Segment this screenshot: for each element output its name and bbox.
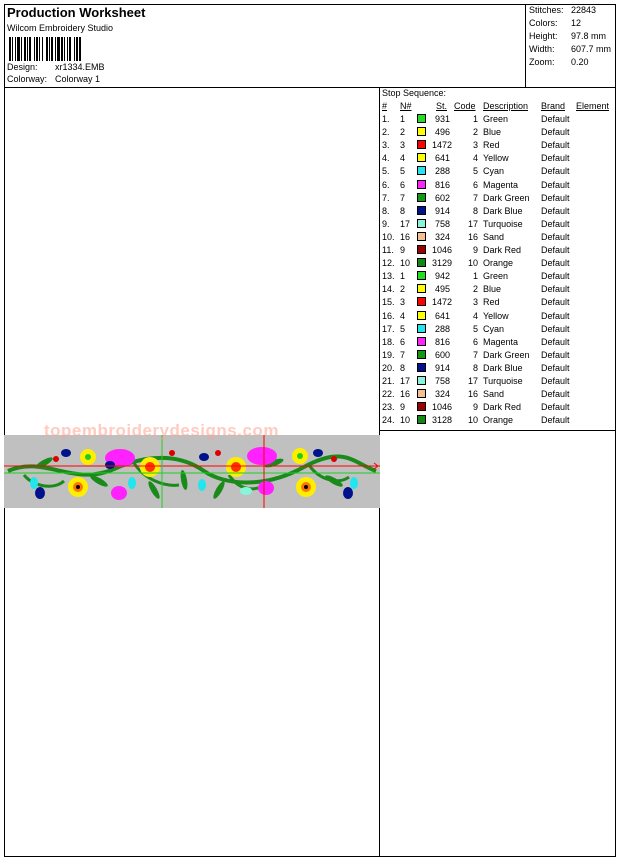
row-needle: 3	[400, 140, 406, 151]
row-needle: 16	[400, 389, 411, 400]
row-brand: Default	[541, 153, 570, 164]
row-stitches: 3128	[432, 415, 453, 426]
color-swatch	[417, 311, 426, 320]
row-index: 4.	[382, 153, 390, 164]
row-description: Orange	[483, 258, 514, 269]
design-value: xr1334.EMB	[55, 62, 105, 72]
row-stitches: 758	[434, 218, 450, 229]
row-description: Dark Blue	[483, 362, 523, 373]
row-stitches: 288	[434, 323, 450, 334]
page-title: Production Worksheet	[7, 5, 146, 20]
col-code: Code	[454, 101, 476, 111]
row-needle: 6	[400, 179, 406, 190]
table-row	[380, 389, 616, 402]
row-code: 9	[472, 245, 478, 255]
row-stitches: 641	[434, 153, 450, 164]
table-row	[380, 337, 616, 350]
row-code: 16	[467, 231, 478, 242]
table-row	[380, 258, 616, 271]
row-description: Magenta	[483, 336, 519, 347]
row-needle: 17	[400, 218, 411, 229]
table-row	[380, 140, 616, 153]
row-code: 17	[467, 218, 478, 229]
row-description: Blue	[483, 284, 502, 295]
table-row	[380, 166, 616, 179]
row-brand: Default	[541, 402, 570, 413]
table-row	[380, 114, 616, 127]
row-needle: 7	[400, 349, 406, 360]
row-index: 1.	[382, 114, 390, 124]
design-row	[7, 62, 105, 72]
row-needle: 4	[400, 153, 406, 164]
row-brand: Default	[541, 349, 570, 360]
stop-sequence-panel	[380, 88, 616, 431]
row-code: 3	[472, 297, 478, 308]
row-needle: 4	[400, 310, 406, 321]
row-description: Turquoise	[483, 376, 523, 386]
row-index: 2.	[382, 127, 390, 138]
row-brand: Default	[541, 284, 570, 295]
row-needle: 8	[400, 362, 406, 373]
row-code: 7	[472, 349, 478, 360]
table-row	[380, 271, 616, 284]
row-brand: Default	[541, 114, 570, 124]
row-code: 7	[472, 192, 478, 203]
row-description: Dark Green	[483, 192, 530, 203]
row-index: 15.	[382, 297, 395, 308]
col-element: Element	[576, 101, 610, 111]
color-swatch	[417, 363, 426, 372]
row-description: Turquoise	[483, 218, 523, 229]
row-brand: Default	[541, 245, 570, 255]
row-needle: 10	[400, 258, 411, 269]
row-code: 2	[472, 127, 478, 138]
table-row	[380, 363, 616, 376]
row-code: 6	[472, 336, 478, 347]
color-swatch	[417, 297, 426, 306]
design-label: Design:	[7, 62, 38, 72]
row-index: 6.	[382, 179, 390, 190]
row-index: 10.	[382, 231, 395, 242]
row-brand: Default	[541, 218, 570, 229]
row-description: Magenta	[483, 179, 519, 190]
row-brand: Default	[541, 415, 570, 426]
col-stitches: St.	[436, 101, 448, 111]
color-swatch	[417, 337, 426, 346]
row-description: Orange	[483, 415, 514, 426]
color-swatch	[417, 180, 426, 189]
color-swatch	[417, 153, 426, 162]
row-code: 17	[467, 376, 478, 386]
color-swatch	[417, 284, 426, 293]
row-index: 19.	[382, 349, 395, 360]
row-code: 10	[467, 415, 478, 426]
row-needle: 1	[400, 114, 406, 124]
row-needle: 6	[400, 336, 406, 347]
row-brand: Default	[541, 297, 570, 308]
row-index: 7.	[382, 192, 390, 203]
row-code: 1	[472, 271, 478, 282]
row-index: 8.	[382, 205, 390, 216]
table-row	[380, 311, 616, 324]
row-stitches: 816	[434, 336, 450, 347]
color-swatch	[417, 114, 426, 123]
row-brand: Default	[541, 140, 570, 151]
stat-stitches: Stitches: 22843	[529, 5, 597, 15]
row-brand: Default	[541, 192, 570, 203]
stat-height: Height: 97.8 mm	[529, 31, 607, 41]
stat-width: Width: 607.7 mm	[529, 44, 612, 54]
colorway-row	[7, 74, 100, 84]
row-description: Red	[483, 297, 500, 308]
table-row	[380, 153, 616, 166]
row-code: 4	[472, 310, 478, 321]
row-index: 23.	[382, 402, 395, 413]
table-row	[380, 180, 616, 193]
embroidery-design	[4, 435, 380, 508]
row-stitches: 324	[434, 389, 450, 400]
color-swatch	[417, 232, 426, 241]
stat-zoom: Zoom: 0.20	[529, 57, 589, 67]
row-index: 5.	[382, 166, 390, 177]
color-swatch	[417, 402, 426, 411]
row-code: 1	[472, 114, 478, 124]
header-info	[4, 4, 526, 87]
row-code: 3	[472, 140, 478, 151]
row-needle: 9	[400, 245, 406, 255]
barcode	[9, 37, 107, 61]
row-code: 4	[472, 153, 478, 164]
row-code: 8	[472, 362, 478, 373]
row-stitches: 1472	[432, 297, 453, 308]
color-swatch	[417, 324, 426, 333]
row-description: Blue	[483, 127, 502, 138]
row-brand: Default	[541, 205, 570, 216]
row-code: 5	[472, 323, 478, 334]
row-index: 16.	[382, 310, 395, 321]
design-preview	[4, 435, 380, 508]
colorway-label: Colorway:	[7, 74, 48, 84]
row-code: 2	[472, 284, 478, 295]
stop-sequence-title: Stop Sequence:	[382, 88, 447, 98]
table-row	[380, 402, 616, 415]
row-stitches: 641	[434, 310, 450, 321]
row-needle: 8	[400, 205, 406, 216]
row-description: Cyan	[483, 323, 505, 334]
row-needle: 5	[400, 166, 406, 177]
row-needle: 5	[400, 323, 406, 334]
table-row	[380, 415, 616, 428]
table-row	[380, 127, 616, 140]
row-index: 17.	[382, 323, 395, 334]
row-brand: Default	[541, 376, 570, 386]
row-needle: 9	[400, 402, 406, 413]
row-description: Cyan	[483, 166, 505, 177]
watermark: topembroiderydesigns.com	[44, 421, 279, 440]
row-stitches: 816	[434, 179, 450, 190]
row-stitches: 600	[434, 349, 450, 360]
row-code: 8	[472, 205, 478, 216]
row-stitches: 324	[434, 231, 450, 242]
row-code: 10	[467, 258, 478, 269]
row-description: Dark Green	[483, 349, 530, 360]
worksheet-header	[4, 4, 616, 88]
color-swatch	[417, 415, 426, 424]
table-row	[380, 219, 616, 232]
row-brand: Default	[541, 389, 570, 400]
row-stitches: 288	[434, 166, 450, 177]
row-code: 5	[472, 166, 478, 177]
col-brand: Brand	[541, 101, 566, 111]
color-swatch	[417, 193, 426, 202]
row-needle: 7	[400, 192, 406, 203]
row-stitches: 942	[434, 271, 450, 282]
row-index: 24.	[382, 415, 395, 426]
row-index: 3.	[382, 140, 390, 151]
color-swatch	[417, 140, 426, 149]
row-index: 21.	[382, 376, 395, 386]
software-name: Wilcom Embroidery Studio	[7, 23, 114, 33]
table-row	[380, 376, 616, 389]
row-stitches: 914	[434, 362, 450, 373]
row-brand: Default	[541, 258, 570, 269]
table-row	[380, 193, 616, 206]
color-swatch	[417, 245, 426, 254]
row-description: Dark Blue	[483, 205, 523, 216]
row-description: Dark Red	[483, 245, 522, 255]
row-index: 22.	[382, 389, 395, 400]
row-brand: Default	[541, 310, 570, 321]
row-needle: 2	[400, 127, 406, 138]
table-row	[380, 232, 616, 245]
row-stitches: 758	[434, 376, 450, 386]
row-description: Yellow	[483, 153, 509, 164]
row-description: Green	[483, 271, 509, 282]
row-index: 18.	[382, 336, 395, 347]
row-brand: Default	[541, 336, 570, 347]
row-stitches: 1046	[432, 402, 453, 413]
table-row	[380, 350, 616, 363]
row-code: 6	[472, 179, 478, 190]
color-swatch	[417, 376, 426, 385]
row-needle: 17	[400, 376, 411, 386]
row-code: 16	[467, 389, 478, 400]
row-brand: Default	[541, 166, 570, 177]
row-stitches: 495	[434, 284, 450, 295]
row-stitches: 931	[434, 114, 450, 124]
color-swatch	[417, 258, 426, 267]
row-stitches: 3129	[432, 258, 453, 269]
color-swatch	[417, 219, 426, 228]
table-row	[380, 245, 616, 258]
row-description: Yellow	[483, 310, 509, 321]
row-description: Green	[483, 114, 509, 124]
row-needle: 3	[400, 297, 406, 308]
row-stitches: 602	[434, 192, 450, 203]
row-code: 9	[472, 402, 478, 413]
row-index: 14.	[382, 284, 395, 295]
color-swatch	[417, 166, 426, 175]
design-preview-panel	[4, 88, 380, 857]
table-row	[380, 206, 616, 219]
row-needle: 10	[400, 415, 411, 426]
row-description: Sand	[483, 389, 505, 400]
row-index: 13.	[382, 271, 395, 282]
col-index: #	[382, 101, 388, 111]
color-swatch	[417, 350, 426, 359]
row-brand: Default	[541, 179, 570, 190]
row-index: 20.	[382, 362, 395, 373]
row-brand: Default	[541, 231, 570, 242]
row-stitches: 1046	[432, 245, 453, 255]
table-row	[380, 297, 616, 310]
stat-colors: Colors: 12	[529, 18, 582, 28]
row-description: Sand	[483, 231, 505, 242]
table-row	[380, 324, 616, 337]
color-swatch	[417, 389, 426, 398]
row-stitches: 1472	[432, 140, 453, 151]
colorway-value: Colorway 1	[55, 74, 101, 84]
col-needle: N#	[400, 101, 412, 111]
row-stitches: 496	[434, 127, 450, 138]
row-description: Dark Red	[483, 402, 522, 413]
row-needle: 16	[400, 231, 411, 242]
row-brand: Default	[541, 362, 570, 373]
color-swatch	[417, 127, 426, 136]
col-description: Description	[483, 101, 529, 111]
row-needle: 1	[400, 271, 406, 282]
row-brand: Default	[541, 127, 570, 138]
row-index: 12.	[382, 258, 395, 269]
row-brand: Default	[541, 323, 570, 334]
row-index: 11.	[382, 245, 394, 255]
row-description: Red	[483, 140, 500, 151]
row-needle: 2	[400, 284, 406, 295]
row-brand: Default	[541, 271, 570, 282]
color-swatch	[417, 206, 426, 215]
color-swatch	[417, 271, 426, 280]
row-index: 9.	[382, 218, 390, 229]
row-stitches: 914	[434, 205, 450, 216]
table-row	[380, 284, 616, 297]
